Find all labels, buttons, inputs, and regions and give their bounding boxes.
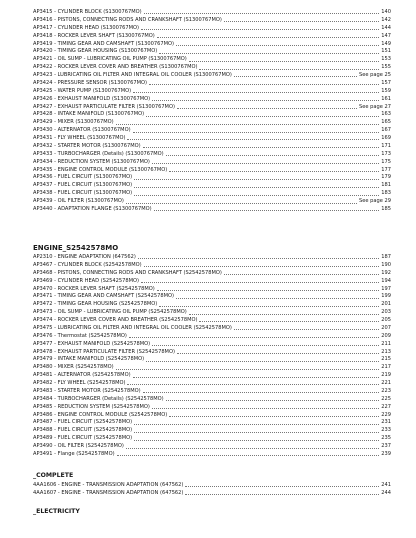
toc-entry-page: 169 <box>381 135 391 142</box>
toc-entry-title: AP3475 - LUBRICATING OIL FILTER AND INTEGRAL OIL COOLER (S2542578MO) <box>33 324 232 331</box>
dot-leader <box>127 139 379 140</box>
dot-leader <box>134 424 379 425</box>
toc-entry-title: AP3438 - FUEL CIRCUIT (S1300767MO) <box>33 190 133 197</box>
toc-entry-page: 219 <box>381 372 391 379</box>
toc-entry[interactable] <box>33 317 391 324</box>
dot-leader <box>127 384 379 385</box>
toc-entry[interactable] <box>33 41 391 48</box>
toc-entry[interactable] <box>33 356 391 363</box>
toc-entry[interactable] <box>33 119 391 126</box>
toc-entry-title: AP3490 - OIL FILTER (S2542578MO) <box>33 443 124 450</box>
toc-entry[interactable] <box>33 388 391 395</box>
section-heading-engine: ENGINE_S2542578MO <box>33 244 119 252</box>
toc-entry[interactable] <box>33 111 391 118</box>
dot-leader <box>134 195 379 196</box>
dot-leader <box>169 171 379 172</box>
toc-entry-title: AP3470 - ROCKER LEVER SHAFT (S2542578MO) <box>33 285 155 292</box>
toc-entry[interactable] <box>33 64 391 71</box>
toc-entry[interactable] <box>33 380 391 387</box>
toc-entry-page: 144 <box>381 24 391 31</box>
dot-leader <box>185 486 379 487</box>
toc-entry[interactable] <box>33 96 391 103</box>
toc-entry-page: 149 <box>381 40 391 47</box>
toc-entry[interactable] <box>33 25 391 32</box>
toc-entry-title: AP3425 - WATER PUMP (S1300767MO) <box>33 87 132 94</box>
toc-entry-title: AP3479 - INTAKE MANIFOLD (S2542578MO) <box>33 356 145 363</box>
toc-entry-page: See page 25 <box>359 72 391 79</box>
toc-entry[interactable] <box>33 427 391 434</box>
dot-leader <box>146 361 379 362</box>
toc-entry[interactable] <box>33 412 391 419</box>
toc-entry-page: 142 <box>381 16 391 23</box>
toc-entry-title: AP3421 - OIL SUMP - LUBRICATING OIL PUMP (S1300767MO) <box>33 56 187 63</box>
toc-entry[interactable] <box>33 206 391 213</box>
toc-entry-title: AP3418 - ROCKER LEVER SHAFT (S1300767MO) <box>33 32 155 39</box>
dot-leader <box>146 116 379 117</box>
dot-leader <box>166 155 380 156</box>
toc-entry-page: 233 <box>381 427 391 434</box>
dot-leader <box>134 179 379 180</box>
toc-entry[interactable] <box>33 482 391 489</box>
dot-leader <box>141 29 379 30</box>
toc-entry-page: 183 <box>381 190 391 197</box>
toc-entry-page: 227 <box>381 403 391 410</box>
toc-entry-page: 221 <box>381 380 391 387</box>
dot-leader <box>143 147 380 148</box>
dot-leader <box>157 37 380 38</box>
toc-entry-page: 235 <box>381 435 391 442</box>
toc-entry-page: 205 <box>381 317 391 324</box>
toc-entry-page: 161 <box>381 95 391 102</box>
toc-entry-page: 171 <box>381 142 391 149</box>
toc-entry[interactable] <box>33 254 391 261</box>
dot-leader <box>133 132 380 133</box>
toc-entry-title: AP3437 - FUEL CIRCUIT (S1300767MO) <box>33 182 133 189</box>
toc-entry[interactable] <box>33 341 391 348</box>
toc-entry[interactable] <box>33 301 391 308</box>
toc-entry-title: AP3471 - TIMING GEAR AND CAMSHAFT (S2542578MO) <box>33 293 174 300</box>
toc-entry-title: AP3478 - EXHAUST PARTICULATE FILTER (S2542578MO) <box>33 348 175 355</box>
dot-leader <box>134 432 379 433</box>
dot-leader <box>154 210 380 211</box>
toc-entry-title: AP3428 - INTAKE MANIFOLD (S1300767MO) <box>33 111 145 118</box>
toc-entry-title: AP3484 - TURBOCHARGER (Details) (S2542578MO) <box>33 395 164 402</box>
toc-entry-title: AP3440 - ADAPTATION FLANGE (S1300767MO) <box>33 206 152 212</box>
dot-leader <box>189 314 380 315</box>
toc-entry-title: AP3477 - EXHAUST MANIFOLD (S2542578MO) <box>33 340 151 347</box>
dot-leader <box>126 203 357 204</box>
toc-entry[interactable] <box>33 174 391 181</box>
toc-entry-page: 209 <box>381 332 391 339</box>
toc-entry-page: 215 <box>381 356 391 363</box>
toc-entry[interactable] <box>33 404 391 411</box>
toc-entry-page: 203 <box>381 309 391 316</box>
toc-entry-title: AP3434 - REDUCTION SYSTEM (S1300767MO) <box>33 158 150 165</box>
toc-entry-title: AP3485 - REDUCTION SYSTEM (S2542578MO) <box>33 403 150 410</box>
toc-entry-title: AP3488 - FUEL CIRCUIT (S2542578MO) <box>33 427 133 434</box>
dot-leader <box>177 108 357 109</box>
toc-entry-title: AP3439 - OIL FILTER (S1300767MO) <box>33 198 124 205</box>
toc-entry-title: AP3469 - CYLINDER HEAD (S2542578MO) <box>33 277 139 284</box>
toc-entry-page: 237 <box>381 443 391 450</box>
toc-entry-page: 201 <box>381 301 391 308</box>
toc-entry-page: 229 <box>381 411 391 418</box>
section-heading-electricity: _ELECTRICITY <box>33 508 80 515</box>
toc-entry-page: 167 <box>381 127 391 134</box>
dot-leader <box>152 408 379 409</box>
toc-entry[interactable] <box>33 159 391 166</box>
toc-entry-page: 157 <box>381 79 391 86</box>
toc-entry-title: AP3430 - ALTERNATOR (S1300767MO) <box>33 127 131 134</box>
toc-entry-page: 155 <box>381 64 391 71</box>
toc-entry-title: AP3491 - Flange (S2542578MO) <box>33 451 115 457</box>
toc-entry-page: 179 <box>381 174 391 181</box>
toc-entry[interactable] <box>33 490 391 497</box>
toc-entry-title: AP3473 - OIL SUMP - LUBRICATING OIL PUMP (S2542578MO) <box>33 309 187 316</box>
dot-leader <box>129 337 379 338</box>
dot-leader <box>199 69 379 70</box>
toc-entry-title: AP3419 - TIMING GEAR AND CAMSHAFT (S1300767MO) <box>33 40 174 47</box>
dot-leader <box>176 298 379 299</box>
toc-entry[interactable] <box>33 435 391 442</box>
dot-leader <box>169 416 379 417</box>
toc-entry[interactable] <box>33 48 391 55</box>
toc-entry[interactable] <box>33 372 391 379</box>
toc-entry-title: AP3416 - PISTONS, CONNECTING RODS AND CRANKSHAFT (S1300767MO) <box>33 16 222 23</box>
toc-entry-title: AP3422 - ROCKER LEVER COVER AND BREATHER (S1300767MO) <box>33 64 198 71</box>
toc-entry-title: AP3489 - FUEL CIRCUIT (S2542578MO) <box>33 435 133 442</box>
toc-entry-title: AP3468 - PISTONS, CONNECTING RODS AND CRANKSHAFT (S2542578MO) <box>33 269 222 276</box>
toc-entry-page: 194 <box>381 277 391 284</box>
dot-leader <box>152 163 379 164</box>
toc-entry-page: 140 <box>381 9 391 15</box>
toc-entry[interactable] <box>33 182 391 189</box>
toc-entry[interactable] <box>33 396 391 403</box>
dot-leader <box>133 377 380 378</box>
toc-entry-title: AP3487 - FUEL CIRCUIT (S2542578MO) <box>33 419 133 426</box>
toc-entry[interactable] <box>33 270 391 277</box>
toc-entry-page: 239 <box>381 451 391 457</box>
toc-entry-page: 187 <box>381 254 391 260</box>
toc-entry-title: AP3483 - STARTER MOTOR (S2542578MO) <box>33 387 141 394</box>
dot-leader <box>152 345 379 346</box>
toc-entry[interactable] <box>33 278 391 285</box>
dot-leader <box>159 53 379 54</box>
toc-entry-title: AP3435 - ENGINE CONTROL MODULE (S1300767MO) <box>33 166 168 173</box>
toc-entry-page: 213 <box>381 348 391 355</box>
dot-leader <box>166 400 380 401</box>
toc-entry[interactable] <box>33 309 391 316</box>
toc-entry-title: AP3482 - FLY WHEEL (S2542578MO) <box>33 380 126 387</box>
toc-entry-title: AP3432 - STARTER MOTOR (S1300767MO) <box>33 142 141 149</box>
toc-entry-page: 241 <box>381 482 391 488</box>
toc-entry[interactable] <box>33 325 391 332</box>
toc-entry-page: 177 <box>381 166 391 173</box>
toc-entry-title: AP3467 - CYLINDER BLOCK (S2542578MO) <box>33 261 142 268</box>
dot-leader <box>134 187 379 188</box>
dot-leader <box>185 494 379 495</box>
dot-leader <box>234 76 357 77</box>
toc-entry[interactable] <box>33 33 391 40</box>
toc-entry-title: AP3481 - ALTERNATOR (S2542578MO) <box>33 372 131 379</box>
toc-entry[interactable] <box>33 72 391 79</box>
toc-entry[interactable] <box>33 190 391 197</box>
toc-entry-title: 4AA1606 - ENGINE - TRANSMISSION ADAPTATION (647562) <box>33 482 184 488</box>
toc-entry-page: 211 <box>381 340 391 347</box>
toc-entry[interactable] <box>33 151 391 158</box>
toc-entry-title: AP3433 - TURBOCHARGER (Details) (S1300767MO) <box>33 150 164 157</box>
toc-entry-page: 244 <box>381 489 391 496</box>
dot-leader <box>141 282 379 283</box>
dot-leader <box>133 92 379 93</box>
toc-entry[interactable] <box>33 88 391 95</box>
toc-entry-title: AP3415 - CYLINDER BLOCK (S1300767MO) <box>33 9 142 15</box>
toc-entry-title: AP3431 - FLY WHEEL (S1300767MO) <box>33 135 126 142</box>
dot-leader <box>126 448 379 449</box>
toc-entry-page: 217 <box>381 364 391 371</box>
toc-entry[interactable] <box>33 9 391 16</box>
toc-entry-title: AP3436 - FUEL CIRCUIT (S1300767MO) <box>33 174 133 181</box>
toc-entry-title: AP3423 - LUBRICATING OIL FILTER AND INTEGRAL OIL COOLER (S1300767MO) <box>33 72 232 79</box>
toc-entry-page: 163 <box>381 111 391 118</box>
dot-leader <box>199 321 379 322</box>
dot-leader <box>177 353 379 354</box>
toc-entry[interactable] <box>33 286 391 293</box>
toc-entry-title: AP3472 - TIMING GEAR HOUSING (S2542578MO) <box>33 301 158 308</box>
dot-leader <box>149 84 379 85</box>
dot-leader <box>117 455 380 456</box>
toc-entry-title: AP3476 - Thermostat (S2542578MO) <box>33 332 127 339</box>
toc-entry-page: 173 <box>381 150 391 157</box>
toc-entry[interactable] <box>33 17 391 24</box>
toc-entry-page: 199 <box>381 293 391 300</box>
toc-entry-title: 4AA1607 - ENGINE - TRANSMISSION ADAPTATION (647562) <box>33 489 184 496</box>
toc-entry[interactable] <box>33 143 391 150</box>
toc-entry-title: AP3474 - ROCKER LEVER COVER AND BREATHER (S2542578MO) <box>33 317 198 324</box>
toc-entry-title: AP3420 - TIMING GEAR HOUSING (S1300767MO) <box>33 48 158 55</box>
toc-entry[interactable] <box>33 104 391 111</box>
toc-entry[interactable] <box>33 198 391 205</box>
toc-entry-page: 185 <box>381 206 391 212</box>
dot-leader <box>159 306 379 307</box>
dot-leader <box>224 21 379 22</box>
dot-leader <box>134 440 379 441</box>
toc-entry-title: AP3429 - MIXER (S1300767MO) <box>33 119 114 126</box>
dot-leader <box>143 392 380 393</box>
toc-entry-page: 153 <box>381 56 391 63</box>
toc-entry[interactable] <box>33 451 391 458</box>
toc-entry-page: 147 <box>381 32 391 39</box>
toc-entry[interactable] <box>33 333 391 340</box>
toc-entry-page: 181 <box>381 182 391 189</box>
toc-entry-page: 197 <box>381 285 391 292</box>
dot-leader <box>189 61 380 62</box>
toc-entry-page: 165 <box>381 119 391 126</box>
toc-entry[interactable] <box>33 127 391 134</box>
toc-entry[interactable] <box>33 419 391 426</box>
toc-entry-title: AP3424 - PRESSURE SENSOR (S1300767MO) <box>33 79 147 86</box>
toc-entry[interactable] <box>33 349 391 356</box>
toc-entry-page: See page 27 <box>359 103 391 110</box>
dot-leader <box>152 100 379 101</box>
toc-entry[interactable] <box>33 167 391 174</box>
dot-leader <box>157 290 380 291</box>
toc-entry[interactable] <box>33 262 391 269</box>
toc-entry[interactable] <box>33 56 391 63</box>
toc-entry-page: 223 <box>381 387 391 394</box>
toc-entry-title: AP3427 - EXHAUST PARTICULATE FILTER (S1300767MO) <box>33 103 175 110</box>
section-heading-complete: _COMPLETE <box>33 472 74 479</box>
toc-entry-title: AP3480 - MIXER (S2542578MO) <box>33 364 114 371</box>
toc-entry[interactable] <box>33 135 391 142</box>
toc-entry-page: 190 <box>381 261 391 268</box>
toc-entry-title: AP3417 - CYLINDER HEAD (S1300767MO) <box>33 24 139 31</box>
toc-entry[interactable] <box>33 293 391 300</box>
dot-leader <box>176 45 379 46</box>
dot-leader <box>144 13 380 14</box>
dot-leader <box>116 124 380 125</box>
toc-entry[interactable] <box>33 443 391 450</box>
toc-entry-page: 231 <box>381 419 391 426</box>
toc-entry-page: 159 <box>381 87 391 94</box>
toc-entry[interactable] <box>33 364 391 371</box>
dot-leader <box>224 274 379 275</box>
dot-leader <box>234 329 379 330</box>
toc-entry-page: 192 <box>381 269 391 276</box>
dot-leader <box>116 369 380 370</box>
toc-entry-page: 225 <box>381 395 391 402</box>
toc-entry-title: AP3486 - ENGINE CONTROL MODULE (S2542578MO) <box>33 411 168 418</box>
dot-leader <box>138 258 379 259</box>
toc-entry-page: See page 29 <box>359 198 391 205</box>
toc-entry-title: AP3426 - EXHAUST MANIFOLD (S1300767MO) <box>33 95 151 102</box>
toc-entry-page: 207 <box>381 324 391 331</box>
dot-leader <box>144 266 380 267</box>
toc-entry-page: 175 <box>381 158 391 165</box>
toc-entry-page: 151 <box>381 48 391 55</box>
toc-entry[interactable] <box>33 80 391 87</box>
toc-entry-title: AP2310 - ENGINE ADAPTATION (647562) <box>33 254 136 260</box>
